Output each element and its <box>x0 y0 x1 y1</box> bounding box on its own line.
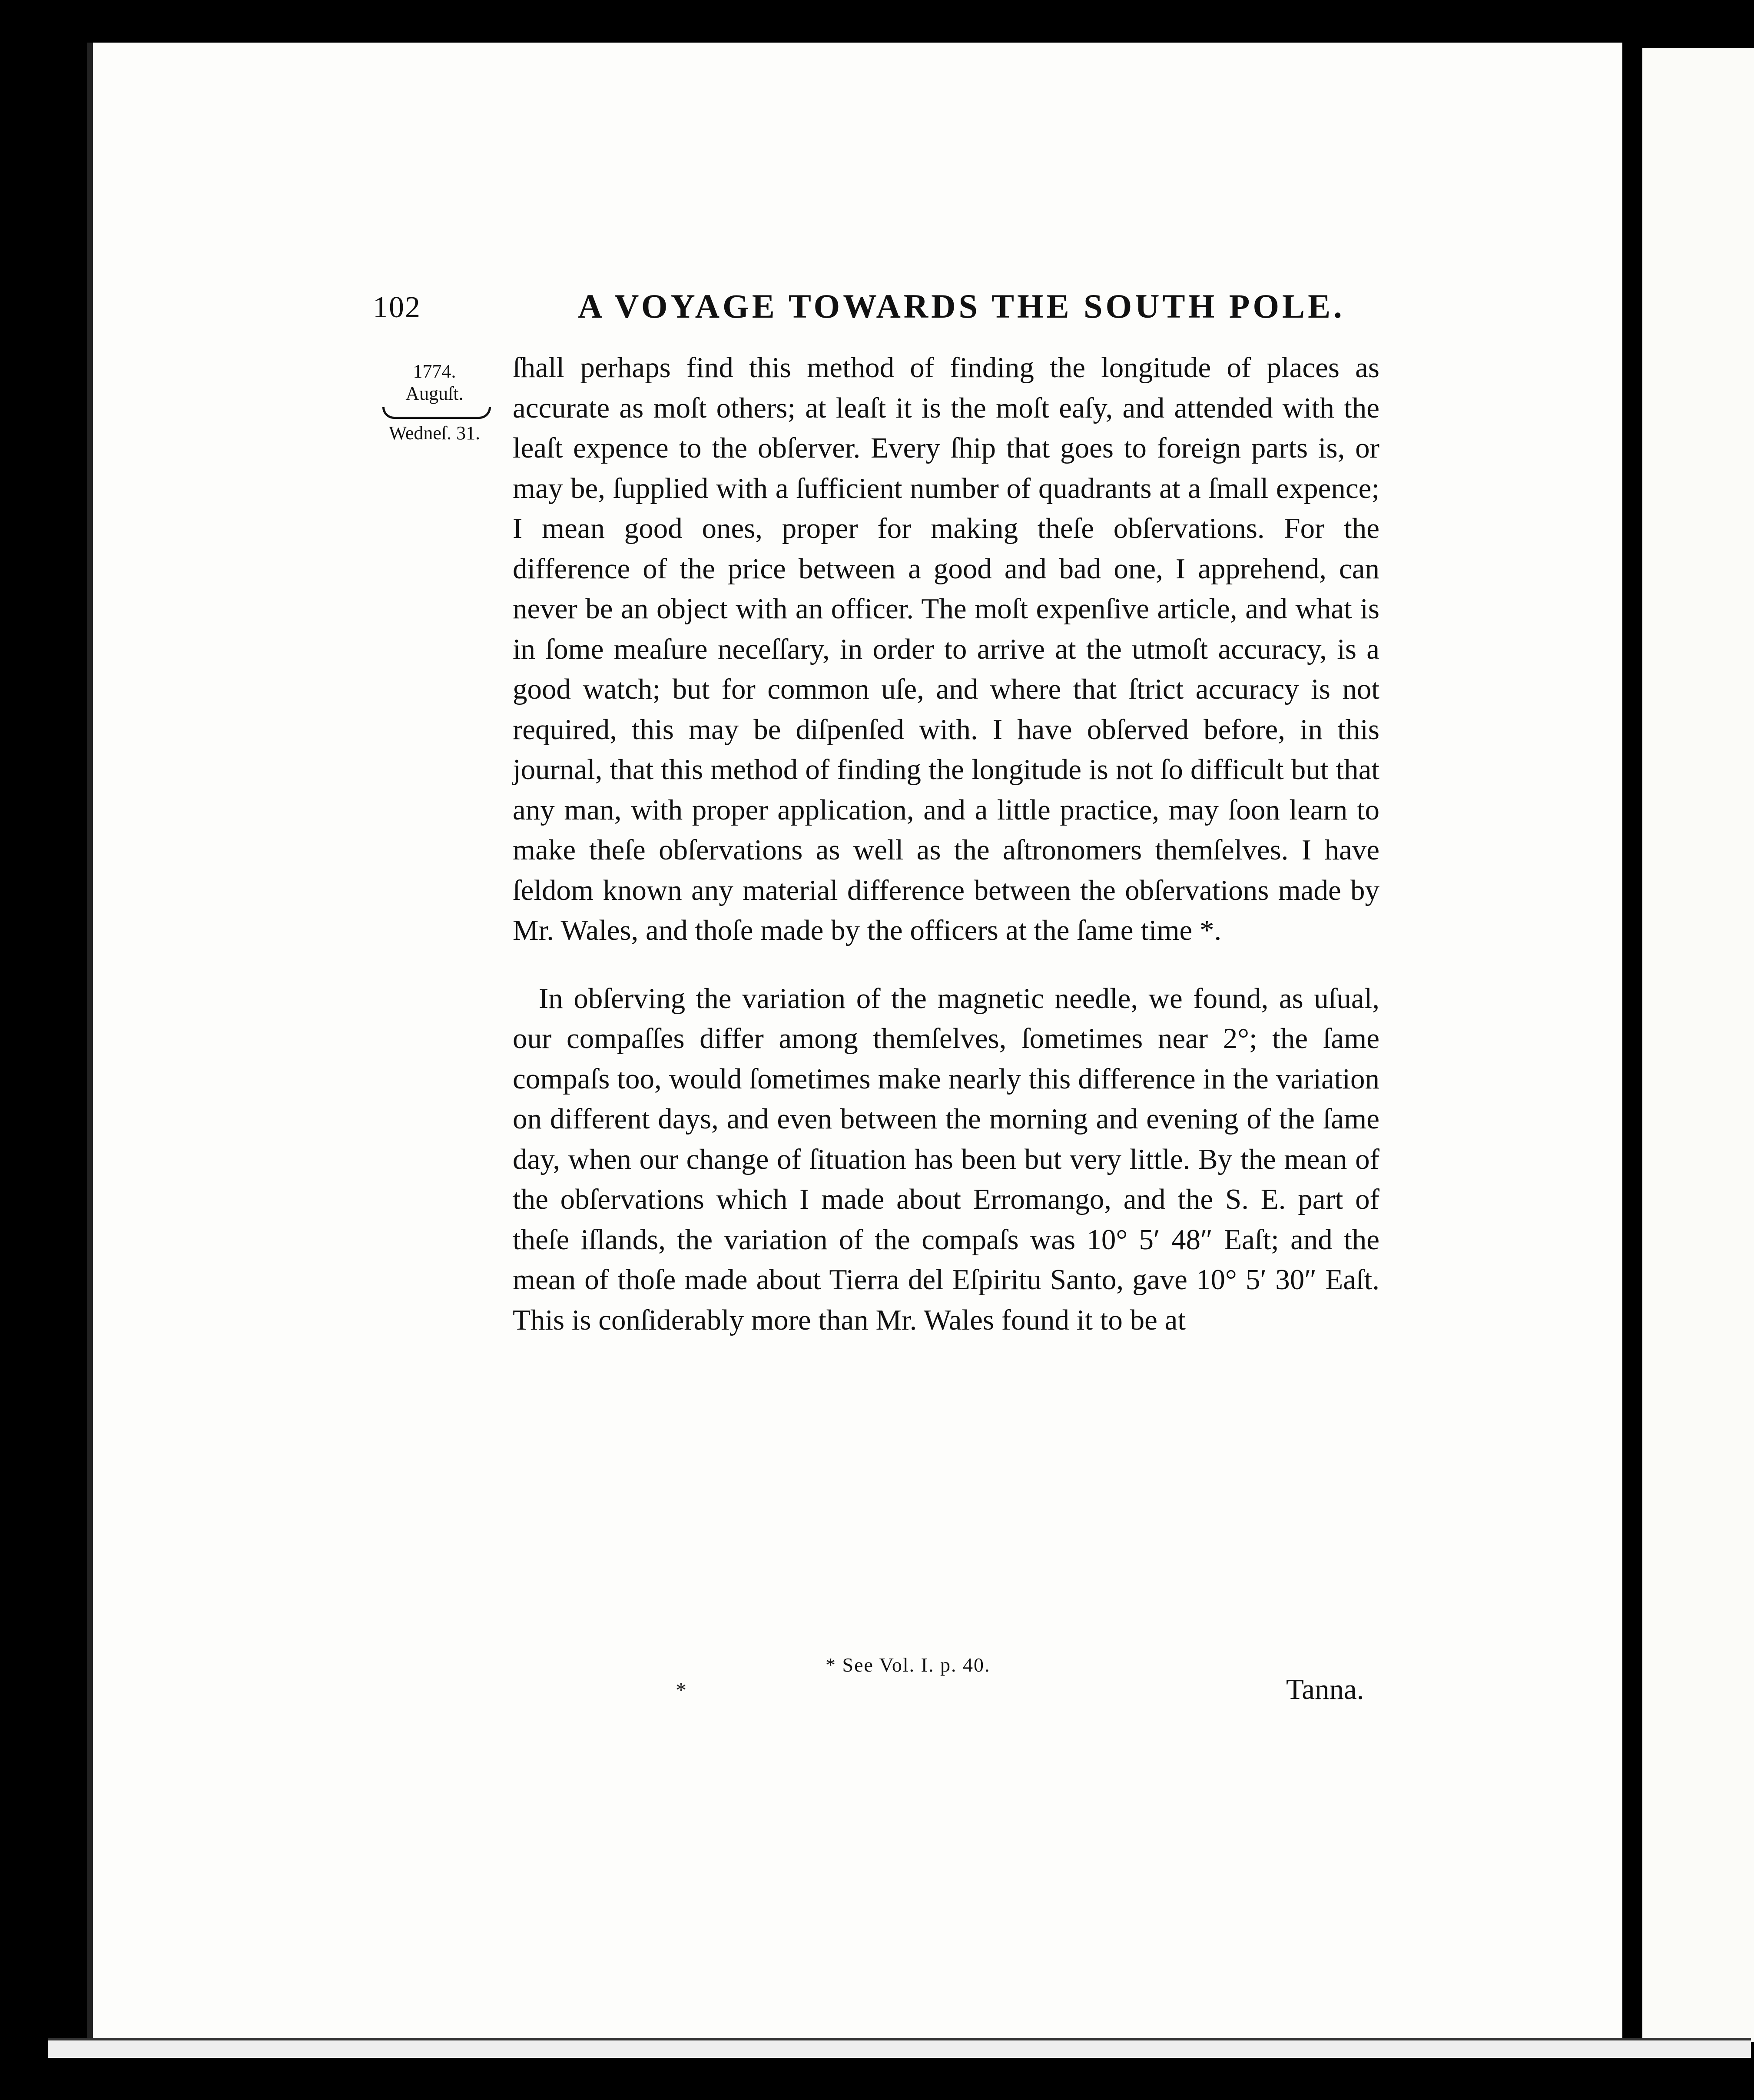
margin-note-year: 1774. <box>413 361 456 382</box>
page-number: 102 <box>373 291 421 324</box>
footnote: * See Vol. I. p. 40. <box>826 1654 991 1676</box>
facing-page-edge <box>1642 48 1754 2042</box>
page-bottom-edge <box>48 2038 1751 2058</box>
body-text <box>513 348 1379 1340</box>
margin-note-day: Wedneſ. 31. <box>388 422 481 444</box>
running-title: A VOYAGE TOWARDS THE SOUTH POLE. <box>578 287 1345 325</box>
brace-icon <box>382 407 491 419</box>
paragraph: In obſerving the variation of the magnetic needle, we found, as uſual, our compaſſes differ among themſelves, ſometimes near 2°; the ſame compaſs too, would ſometimes make nearly this difference in the variation on different days, and even between the morning and evening of the ſame day, when our change of ſituation has been but very little. By the mean of the obſervations which I made about Erromango, and the S. E. part of theſe iſlands, the variation of the compaſs was 10° 5′ 48″ Eaſt; and the mean of thoſe made about Tierra del Eſpiritu Santo, gave 10° 5′ 30″ Eaſt. This is conſiderably more than Mr. Wales found it to be at <box>513 982 1379 1336</box>
paragraph: ſhall perhaps find this method of finding the longitude of places as accurate as moſt others; at leaſt it is the moſt eaſy, and attended with the leaſt expence to the obſerver. Every ſhip that goes to foreign parts is, or may be, ſupplied with a ſufficient number of quadrants at a ſmall expence; I mean good ones, proper for making theſe obſervations. For the difference of the price between a good and bad one, I apprehend, can never be an object with an officer. The moſt expenſive article, and what is in ſome meaſure neceſſary, in order to arrive at the utmoſt accuracy, is a good watch; but for common uſe, and where that ſtrict accuracy is not required, this may be diſpenſed with. I have obſerved before, in this journal, that this method of finding the longitude is not ſo difficult but that any man, with proper application, and a little practice, may ſoon learn to make theſe obſervations as well as the aſtronomers themſelves. I have ſeldom known any material difference between the obſervations made by Mr. Wales, and thoſe made by the officers at the ſame time *. <box>513 352 1379 946</box>
margin-note-month: Auguſt. <box>405 382 464 404</box>
margin-note <box>369 361 500 445</box>
stray-asterisk-mark: * <box>676 1678 686 1702</box>
catchword: Tanna. <box>1286 1673 1364 1705</box>
